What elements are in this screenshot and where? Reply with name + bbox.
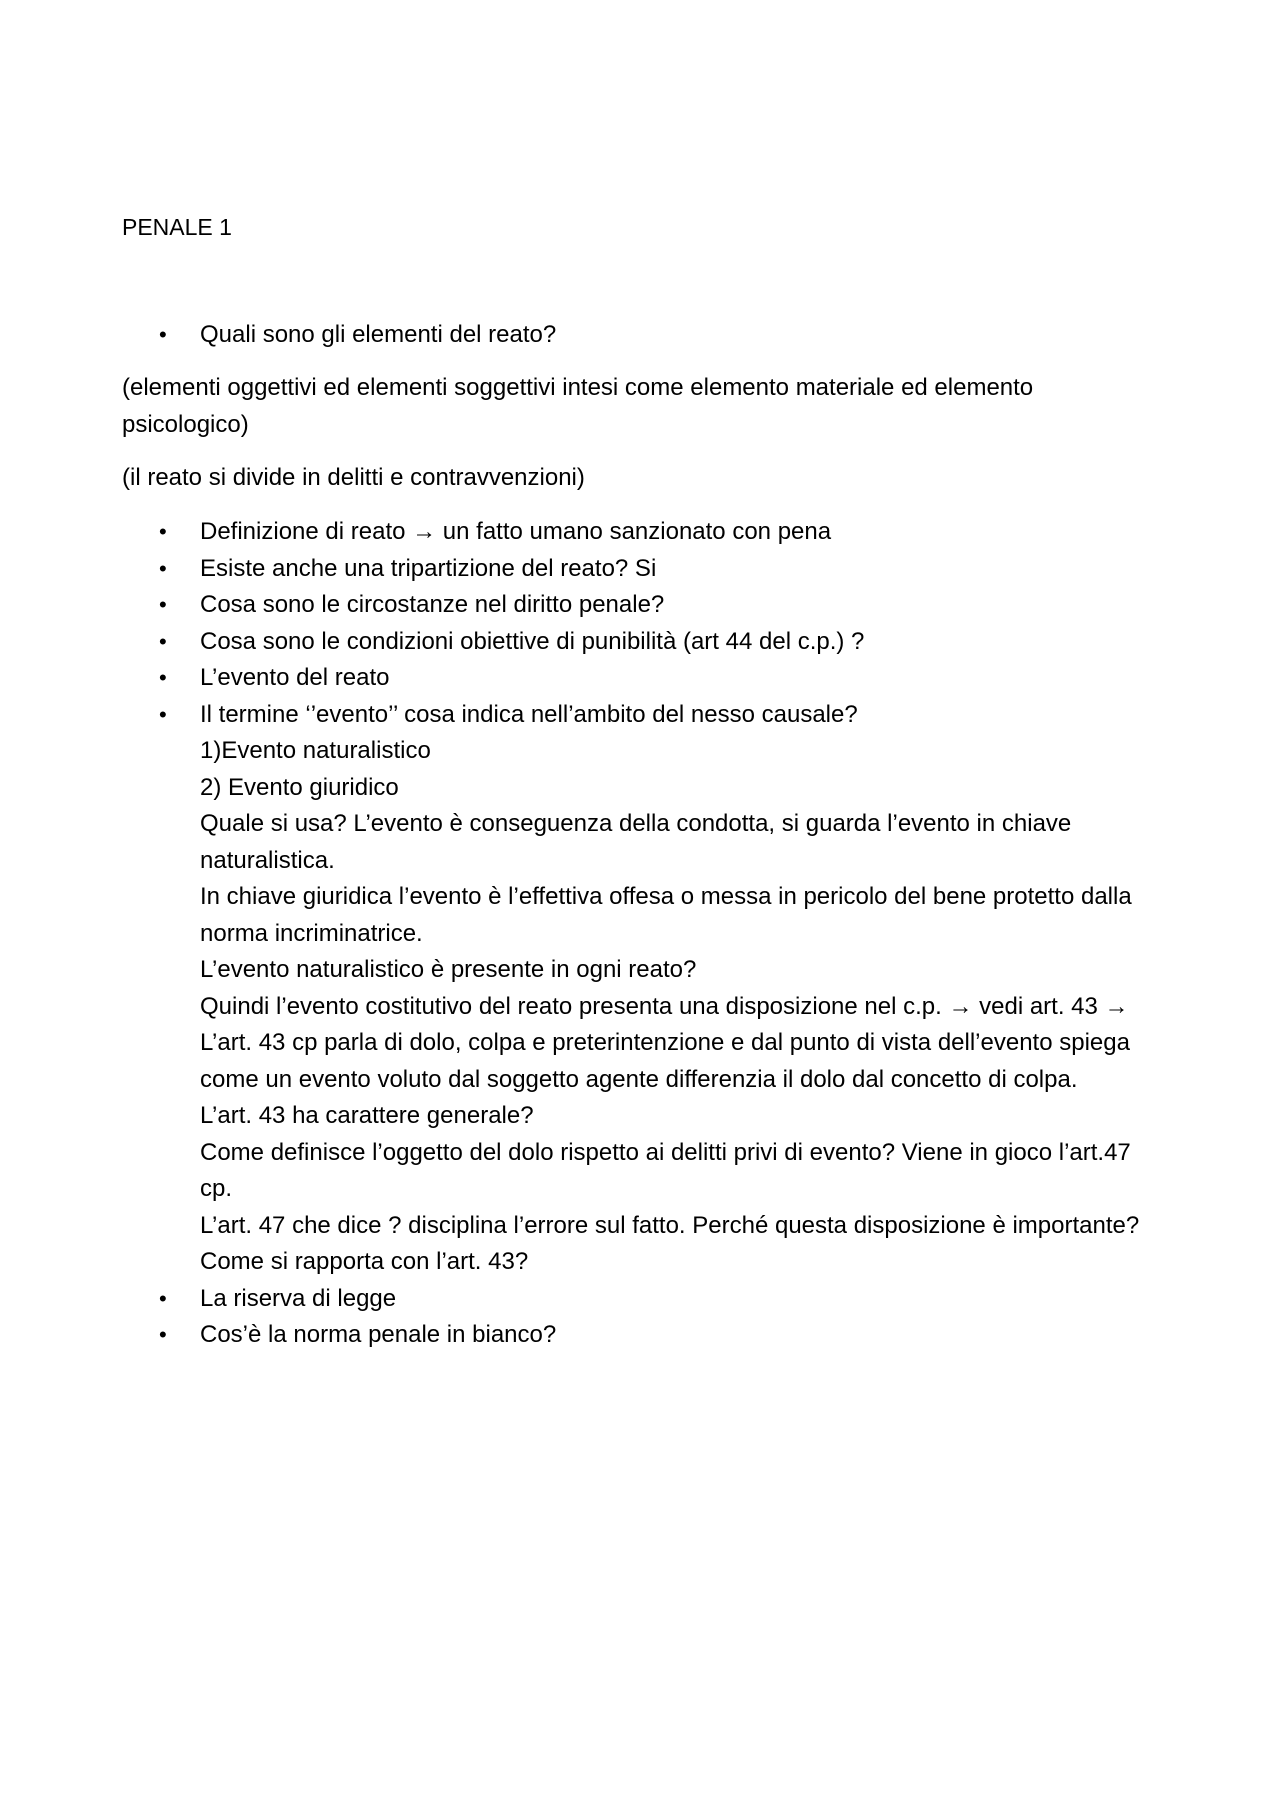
list-item [122,1281,1162,1318]
bullet-icon: • [159,592,167,617]
paragraph-reato-division: (il reato si divide in delitti e contravvenzioni) [122,464,585,491]
evento-line: Quale si usa? L’evento è conseguenza della condotta, si guarda l’evento in chiave naturalistica. [200,810,1072,874]
list-item-text: La riserva di legge [200,1284,397,1312]
list-item [122,317,1162,354]
list-item [122,514,1162,551]
bullet-icon: • [159,519,167,544]
bullet-icon: • [159,322,167,347]
bullet-icon: • [159,701,167,727]
evento-line: Quindi l’evento costitutivo del reato presenta una disposizione nel c.p. → vedi art. 43 → L’art. 43 cp parla di dolo, colpa e preterintenzione e dal punto di vista dell’evento spiega come un evento voluto dal soggetto agente differenzia il dolo dal concetto di colpa. [200,992,1130,1093]
list-item [122,660,1162,697]
bullet-icon: • [159,555,167,581]
list-item-text: Esiste anche una tripartizione del reato? Si [200,554,657,582]
bullet-icon: • [159,1322,167,1347]
paragraph-elements: (elementi oggettivi ed elementi soggettivi intesi come elemento materiale ed elemento psicologico) [122,374,1034,438]
list-item-evento [122,697,1162,1281]
evento-line: L’art. 47 che dice ? disciplina l’errore sul fatto. Perché questa disposizione è importante? Come si rapporta con l’art. 43? [200,1211,1140,1275]
bullet-icon: • [159,665,167,690]
list-item [122,551,1162,588]
list-item-text: L’evento del reato [200,664,390,691]
list-item-text: Quali sono gli elementi del reato? [200,321,557,348]
list-item-text: Cosa sono le condizioni obiettive di punibilità (art 44 del c.p.) ? [200,627,865,655]
list-item [122,1317,1162,1354]
evento-line: Come definisce l’oggetto del dolo rispetto ai delitti privi di evento? Viene in gioco l’art.47 cp. [200,1138,1131,1202]
evento-line: In chiave giuridica l’evento è l’effettiva offesa o messa in pericolo del bene protetto dalla norma incriminatrice. [200,883,1132,947]
second-bullet-list [122,514,1162,1354]
page-title: PENALE 1 [122,214,232,240]
list-item-text: Definizione di reato → un fatto umano sanzionato con pena [200,518,832,545]
list-item-text: Cos’è la norma penale in bianco? [200,1321,557,1348]
evento-line: L’art. 43 ha carattere generale? [200,1102,534,1129]
list-item-text: Cosa sono le circostanze nel diritto penale? [200,591,665,618]
evento-line: 1)Evento naturalistico [200,737,431,764]
bullet-icon: • [159,628,167,654]
list-item [122,624,1162,661]
evento-line: 2) Evento giuridico [200,773,399,801]
evento-question: Il termine ‘’evento’’ cosa indica nell’ambito del nesso causale? [200,700,858,728]
evento-line: L’evento naturalistico è presente in ogni reato? [200,956,697,983]
list-item [122,587,1162,624]
first-bullet-list [122,317,1162,354]
bullet-icon: • [159,1285,167,1311]
